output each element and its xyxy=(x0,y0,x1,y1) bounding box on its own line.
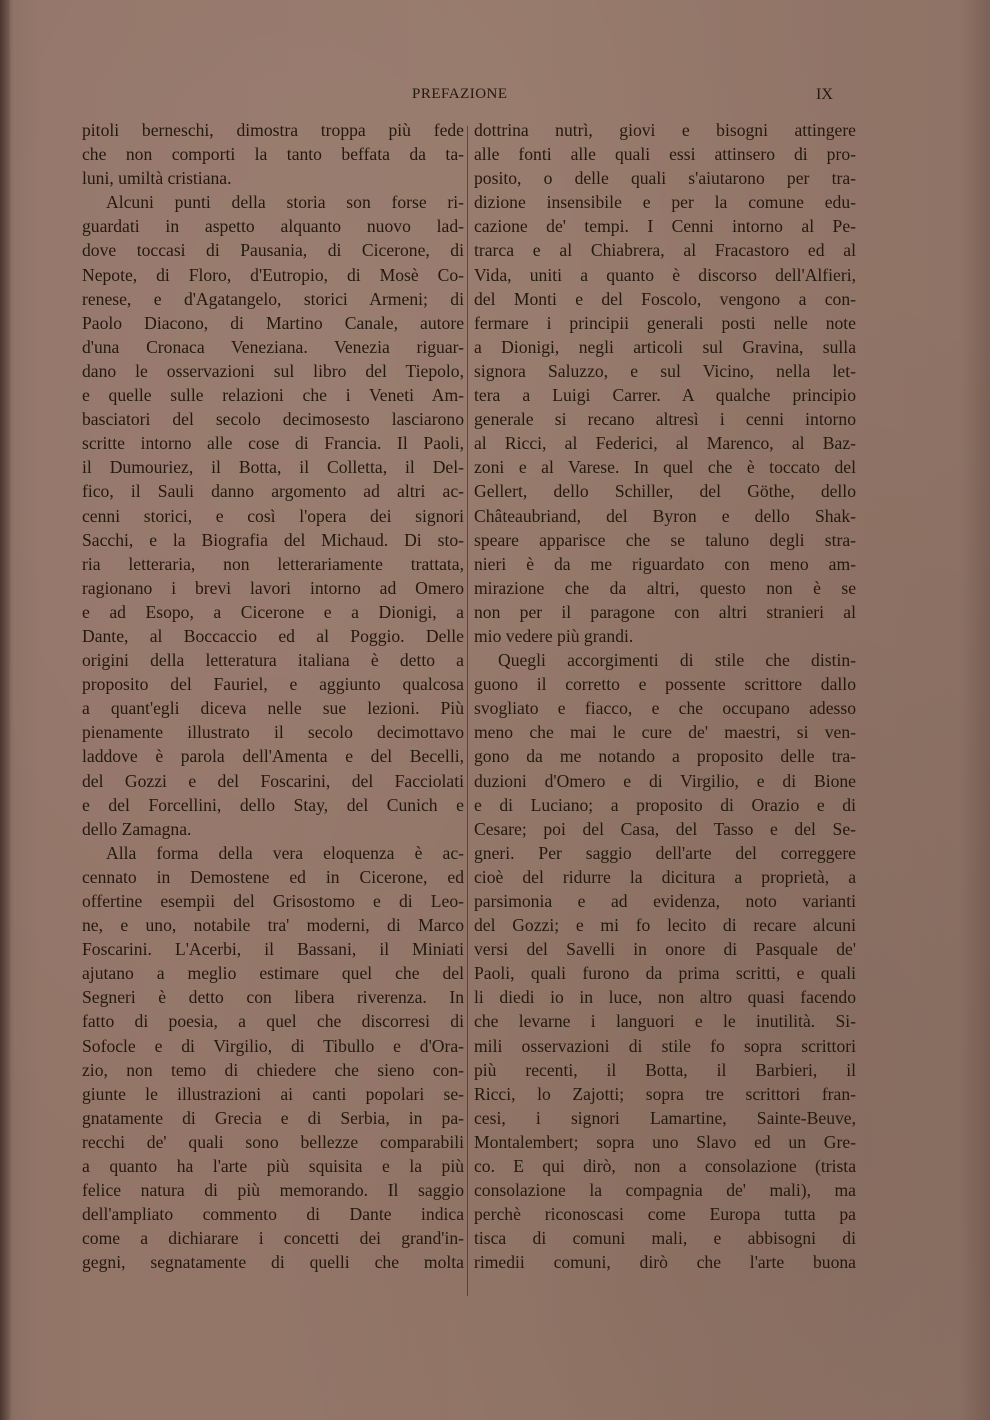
text-line: come a dichiarare i concetti dei grand'in- xyxy=(82,1228,464,1249)
text-line: cenni storici, e così l'opera dei signori xyxy=(82,505,464,526)
text-line: d'una Cronaca Veneziana. Venezia riguar- xyxy=(82,336,464,357)
left-text-column xyxy=(82,118,464,1275)
text-line: svogliato e fiacco, e che occupano adesso xyxy=(474,698,856,719)
page-spine-shadow xyxy=(0,0,10,1420)
text-line: zoni e al Varese. In quel che è toccato del xyxy=(474,457,856,478)
text-line: cesi, i signori Lamartine, Sainte-Beuve, xyxy=(474,1107,856,1128)
text-line: Paolo Diacono, di Martino Canale, autore xyxy=(82,312,464,333)
text-line: mio vedere più grandi. xyxy=(474,625,634,646)
text-line: Vida, uniti a quanto è discorso dell'Alfieri, xyxy=(474,264,856,285)
page-number: IX xyxy=(816,86,833,103)
text-line: alle fonti alle quali essi attinsero di pro- xyxy=(474,144,856,165)
text-line: e del Forcellini, dello Stay, del Cunich e xyxy=(82,794,464,815)
column-divider xyxy=(467,126,468,1296)
text-line: del Monti e del Foscolo, vengono a con- xyxy=(474,288,856,309)
text-line: speare apparisce che se taluno degli stra- xyxy=(474,529,856,550)
text-line: basciatori del secolo decimosesto lasciarono xyxy=(82,409,464,430)
text-line: gneri. Per saggio dell'arte del correggere xyxy=(474,842,856,863)
text-line: offertine esempii del Grisostomo e di Leo- xyxy=(82,891,464,911)
right-text-column xyxy=(474,118,856,1275)
text-line: ajutano a meglio estimare quel che del xyxy=(82,963,464,984)
text-line: fico, il Sauli danno argomento ad altri ac- xyxy=(82,481,464,502)
text-line: dello Zamagna. xyxy=(82,818,192,839)
text-line: mili osservazioni di stile fo sopra scrittori xyxy=(474,1035,856,1056)
text-line: tisca di comuni mali, e abbisogni di xyxy=(474,1228,856,1249)
text-line: Quegli accorgimenti di stile che distin- xyxy=(498,650,856,671)
text-line: scritte intorno alle cose di Francia. Il Paoli, xyxy=(82,433,464,454)
text-line: felice natura di più memorando. Il saggio xyxy=(82,1180,464,1201)
text-line: signora Saluzzo, e sul Vicino, nella let- xyxy=(474,360,856,381)
text-line: cioè del ridurre la dicitura a proprietà, a xyxy=(474,866,856,887)
text-line: parsimonia e ad evidenza, noto varianti xyxy=(474,891,856,911)
text-line: guardati in aspetto alquanto nuovo lad- xyxy=(82,216,464,237)
text-line: versi del Savelli in onore di Pasquale de' xyxy=(474,939,856,960)
text-line: Sofocle e di Virgilio, di Tibullo e d'Ora- xyxy=(82,1035,464,1056)
text-line: ria letteraria, non letterariamente trattata, xyxy=(82,553,464,574)
text-line: proposito del Fauriel, e aggiunto qualcosa xyxy=(82,674,464,695)
text-line: del Gozzi e del Foscarini, del Facciolati xyxy=(82,770,464,791)
text-line: luni, umiltà cristiana. xyxy=(82,168,232,189)
text-line: li diedi io in luce, non altro quasi facendo xyxy=(474,987,856,1008)
text-line: a quanto ha l'arte più squisita e la più xyxy=(82,1156,464,1177)
text-line: Châteaubriand, del Byron e dello Shak- xyxy=(474,505,856,526)
text-line: mirazione che da altri, questo non è se xyxy=(474,577,856,598)
text-line: fermare i principii generali posti nelle note xyxy=(474,312,856,333)
text-line: ragionano i brevi lavori intorno ad Omero xyxy=(82,577,464,598)
text-line: meno che mai le cure de' maestri, si ven- xyxy=(474,722,856,743)
text-line: più recenti, il Botta, il Barbieri, il xyxy=(474,1059,856,1080)
text-line: gono da me notando a proposito delle tra- xyxy=(474,746,856,767)
text-line: Ricci, lo Zajotti; sopra tre scrittori fran- xyxy=(474,1083,856,1104)
text-line: e quelle sulle relazioni che i Veneti Am- xyxy=(82,385,464,406)
text-line: zio, non temo di chiedere che sieno con- xyxy=(82,1059,464,1080)
text-line: e di Luciano; a proposito di Orazio e di xyxy=(474,794,856,815)
page-header xyxy=(0,86,990,110)
text-line: dottrina nutrì, giovi e bisogni attingere xyxy=(474,120,856,140)
text-line: giunte le illustrazioni ai canti popolari se- xyxy=(82,1083,464,1104)
text-line: guono il corretto e possente scrittore dallo xyxy=(474,674,856,695)
text-line: cazione de' tempi. I Cenni intorno al Pe- xyxy=(474,216,856,237)
text-line: nieri è da me riguardato con meno am- xyxy=(474,553,856,574)
text-line: Gellert, dello Schiller, del Göthe, dello xyxy=(474,481,856,502)
running-head: PREFAZIONE xyxy=(412,86,508,102)
text-line: Alcuni punti della storia son forse ri- xyxy=(106,192,464,213)
text-line: perchè riconoscasi come Europa tutta pa xyxy=(474,1204,856,1225)
text-line: che non comporti la tanto beffata da ta- xyxy=(82,144,464,165)
text-line: pienamente illustrato il secolo decimottavo xyxy=(82,722,464,743)
text-line: gnatamente di Grecia e di Serbia, in pa- xyxy=(82,1107,464,1128)
text-line: origini della letteratura italiana è detto a xyxy=(82,650,464,671)
text-line: tera a Luigi Carrer. A qualche principio xyxy=(474,385,856,406)
text-line: dano le osservazioni sul libro del Tiepolo, xyxy=(82,360,464,381)
text-line: recchi de' quali sono bellezze comparabili xyxy=(82,1131,464,1152)
text-line: trarca e al Chiabrera, al Fracastoro ed al xyxy=(474,240,856,261)
text-line: dell'ampliato commento di Dante indica xyxy=(82,1204,464,1225)
text-line: gegni, segnatamente di quelli che molta xyxy=(82,1252,464,1273)
text-line: dizione insensibile e per la comune edu- xyxy=(474,192,856,213)
text-line: Cesare; poi del Casa, del Tasso e del Se- xyxy=(474,818,856,839)
text-line: ne, e uno, notabile tra' moderni, di Marco xyxy=(82,915,464,936)
text-line: Montalembert; sopra uno Slavo ed un Gre- xyxy=(474,1131,856,1152)
text-line: cennato in Demostene ed in Cicerone, ed xyxy=(82,866,464,887)
text-line: pitoli berneschi, dimostra troppa più fede xyxy=(82,120,464,140)
text-line: al Ricci, al Federici, al Marenco, al Baz- xyxy=(474,433,856,454)
text-line: che levarne i languori e le inutilità. Si- xyxy=(474,1011,856,1032)
text-line: renese, e d'Agatangelo, storici Armeni; di xyxy=(82,288,464,309)
text-line: Alla forma della vera eloquenza è ac- xyxy=(106,842,464,863)
text-line: Segneri è detto con libera riverenza. In xyxy=(82,987,464,1008)
text-line: co. E qui dirò, non a consolazione (trista xyxy=(474,1156,856,1177)
text-line: dove toccasi di Pausania, di Cicerone, di xyxy=(82,240,464,261)
text-line: rimedii comuni, dirò che l'arte buona xyxy=(474,1252,856,1273)
text-line: laddove è parola dell'Amenta e del Becelli, xyxy=(82,746,464,767)
text-line: fatto di poesia, a quel che discorresi di xyxy=(82,1011,464,1032)
text-line: duzioni d'Omero e di Virgilio, e di Bione xyxy=(474,770,856,791)
text-line: Nepote, di Floro, d'Eutropio, di Mosè Co- xyxy=(82,264,464,285)
text-line: del Gozzi; e mi fo lecito di recare alcuni xyxy=(474,915,856,936)
text-line: Sacchi, e la Biografia del Michaud. Di sto- xyxy=(82,529,464,550)
text-line: a Dionigi, negli articoli sul Gravina, sulla xyxy=(474,336,856,357)
text-line: Foscarini. L'Acerbi, il Bassani, il Miniati xyxy=(82,939,464,960)
text-line: Paoli, quali furono da prima scritti, e quali xyxy=(474,963,856,984)
text-line: e ad Esopo, a Cicerone e a Dionigi, a xyxy=(82,601,464,622)
text-line: il Dumouriez, il Botta, il Colletta, il Del- xyxy=(82,457,464,478)
text-line: consolazione la compagnia de' mali), ma xyxy=(474,1180,856,1201)
text-line: a quant'egli diceva nelle sue lezioni. Più xyxy=(82,698,464,719)
text-line: Dante, al Boccaccio ed al Poggio. Delle xyxy=(82,625,464,646)
text-line: posito, o delle quali s'aiutarono per tra- xyxy=(474,168,856,189)
text-line: non per il paragone con altri stranieri al xyxy=(474,601,856,622)
text-line: generale si recano altresì i cenni intorno xyxy=(474,409,856,430)
